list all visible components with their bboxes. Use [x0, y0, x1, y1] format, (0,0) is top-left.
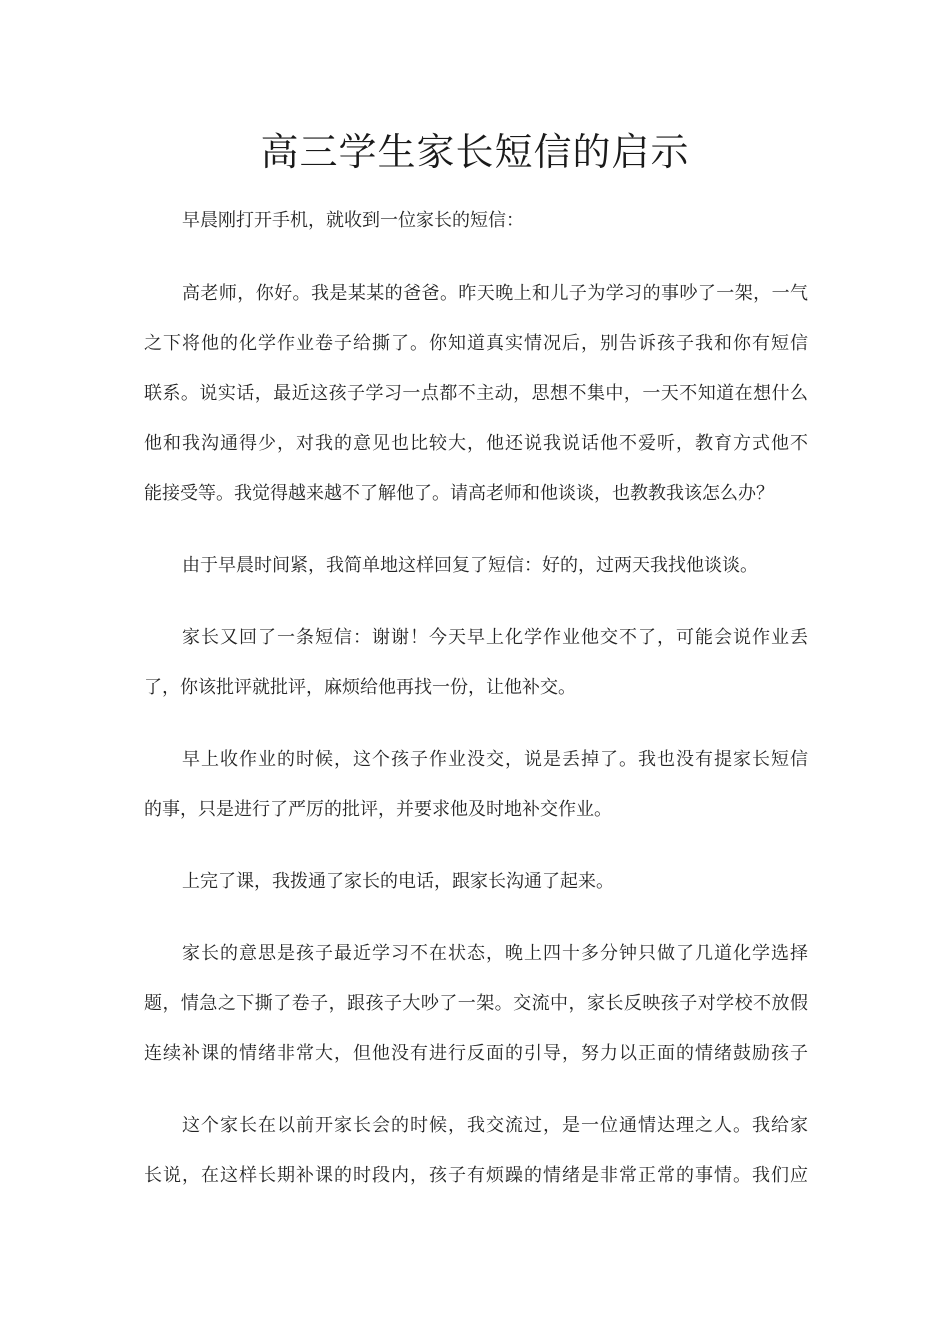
paragraph-line: 家长的意思是孩子最近学习不在状态，晚上四十多分钟只做了几道化学选择	[182, 943, 808, 964]
paragraph-line: 上完了课，我拨通了家长的电话，跟家长沟通了起来。	[182, 871, 614, 892]
paragraph-line: 他和我沟通得少，对我的意见也比较大，他还说我说话他不爱听，教育方式他不	[144, 433, 808, 454]
paragraph-line: 题，情急之下撕了卷子，跟孩子大吵了一架。交流中，家长反映孩子对学校不放假	[144, 993, 808, 1014]
paragraph-line: 长说，在这样长期补课的时段内，孩子有烦躁的情绪是非常正常的事情。我们应	[144, 1165, 808, 1186]
paragraph-line: 早晨刚打开手机，就收到一位家长的短信：	[182, 210, 524, 231]
paragraph-line: 能接受等。我觉得越来越不了解他了。请高老师和他谈谈，也教教我该怎么办？	[144, 483, 774, 504]
paragraph-line: 联系。说实话，最近这孩子学习一点都不主动，思想不集中，一天不知道在想什么	[144, 383, 808, 404]
paragraph-line: 连续补课的情绪非常大，但他没有进行反面的引导，努力以正面的情绪鼓励孩子	[144, 1043, 808, 1064]
document-title: 高三学生家长短信的启示	[260, 130, 690, 174]
paragraph-line: 了，你该批评就批评，麻烦给他再找一份，让他补交。	[144, 677, 576, 698]
paragraph-line: 这个家长在以前开家长会的时候，我交流过，是一位通情达理之人。我给家	[182, 1115, 808, 1136]
paragraph-line: 家长又回了一条短信：谢谢！今天早上化学作业他交不了，可能会说作业丢	[182, 627, 808, 648]
paragraph-line: 之下将他的化学作业卷子给撕了。你知道真实情况后，别告诉孩子我和你有短信	[144, 333, 808, 354]
paragraph-line: 高老师，你好。我是某某的爸爸。昨天晚上和儿子为学习的事吵了一架，一气	[182, 283, 808, 304]
paragraph-line: 的事，只是进行了严厉的批评，并要求他及时地补交作业。	[144, 799, 612, 820]
paragraph-line: 早上收作业的时候，这个孩子作业没交，说是丢掉了。我也没有提家长短信	[182, 749, 808, 770]
paragraph-line: 由于早晨时间紧，我简单地这样回复了短信：好的，过两天我找他谈谈。	[182, 555, 758, 576]
